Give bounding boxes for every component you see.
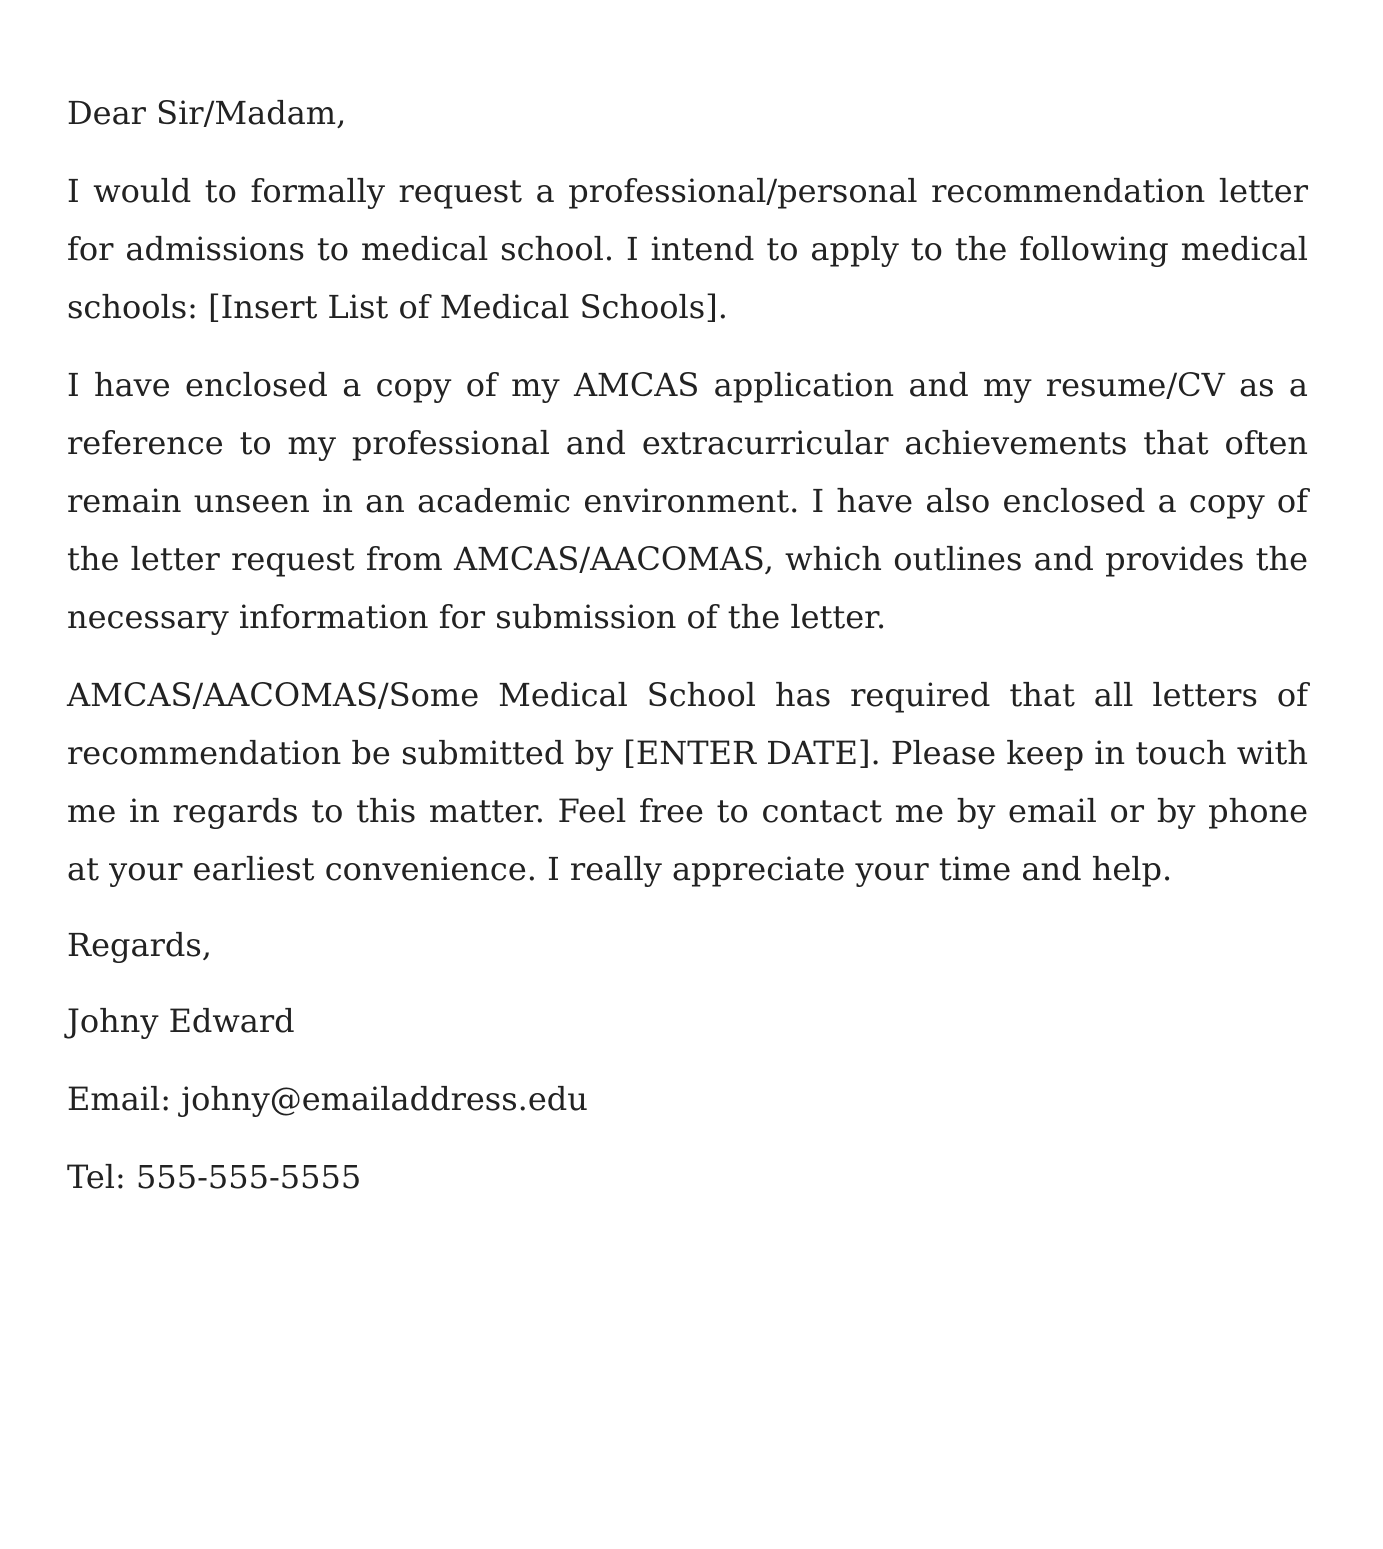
sender-phone: Tel: 555-555-5555: [67, 1158, 362, 1196]
paragraph-enclosures: I have enclosed a copy of my AMCAS application and my resume/CV as a reference to my professional and extracurricular achievements that often remain unseen in an academic environment. I have also enclosed a copy of the letter request from AMCAS/AACOMAS, which outlines and provides the necessary information for submission of the letter.: [67, 366, 1308, 636]
letter-body: [67, 84, 1308, 1206]
paragraph-request: I would to formally request a professional/personal recommendation letter for admissions to medical school. I intend to apply to the following medical schools: [Insert List of Medical Schools].: [67, 172, 1308, 326]
sender-email: Email: johny@emailaddress.edu: [67, 1080, 588, 1118]
salutation: Dear Sir/Madam,: [67, 94, 347, 132]
paragraph-deadline: AMCAS/AACOMAS/Some Medical School has required that all letters of recommendation be submitted by [ENTER DATE]. Please keep in touch with me in regards to this matter. Feel free to contact me by email or by phone at your earliest convenience. I really appreciate your time and help.: [67, 676, 1308, 888]
closing: Regards,: [67, 926, 212, 964]
sender-name: Johny Edward: [67, 1002, 295, 1040]
